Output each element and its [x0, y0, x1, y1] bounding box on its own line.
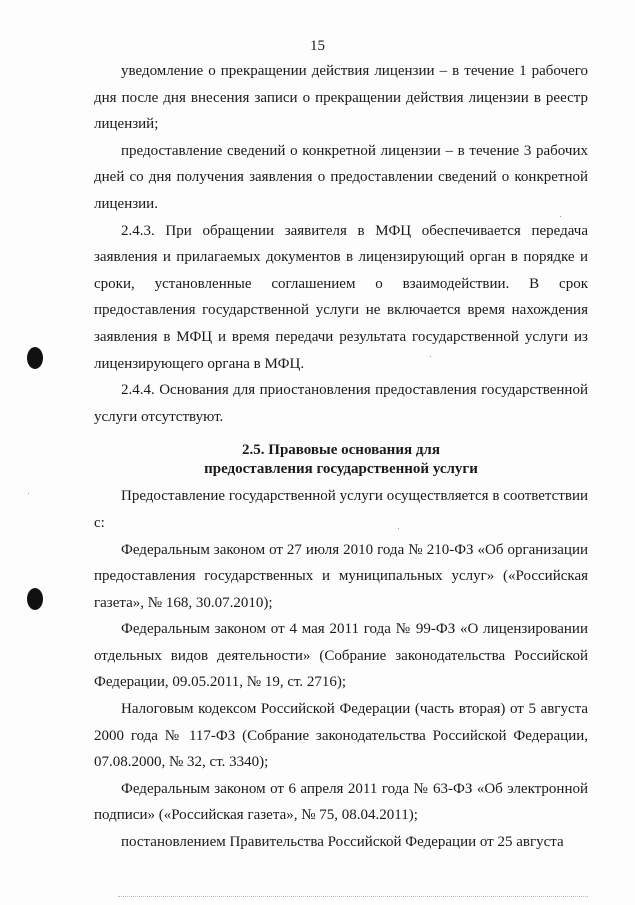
section-heading-line: предоставления государственной услуги: [204, 460, 478, 477]
paragraph: предоставление сведений о конкретной лицензии – в течение 3 рабочих дней со дня получения заявления о предоставлении сведений о конкретной лицензии.: [94, 142, 588, 212]
binder-hole-top: [27, 347, 43, 369]
paragraph: Федеральным законом от 27 июля 2010 года № 210-ФЗ «Об организации предоставления государственных и муниципальных услуг» («Российская газета», № 168, 30.07.2010);: [94, 541, 588, 611]
paragraph: уведомление о прекращении действия лицензии – в течение 1 рабочего дня после дня внесения записи о прекращении действия лицензии в реестр лицензий;: [94, 63, 588, 133]
binder-hole-bottom: [27, 588, 43, 610]
bottom-edge-line: [118, 896, 588, 897]
page-number: 15: [310, 38, 325, 54]
section-heading-line: 2.5. Правовые основания для: [242, 442, 440, 459]
paragraph: 2.4.4. Основания для приостановления предоставления государственной услуги отсутствуют.: [94, 382, 588, 425]
paragraph: постановлением Правительства Российской Федерации от 25 августа: [121, 834, 564, 851]
paragraph: 2.4.3. При обращении заявителя в МФЦ обеспечивается передача заявления и прилагаемых документов в лицензирующий орган в порядке и сроки, установленные соглашением о взаимодействии. В срок предоставления государственной услуги не включается время нахождения заявления в МФЦ и время передачи результата государственной услуги из лицензирующего органа в МФЦ.: [94, 222, 588, 372]
scan-speck: [28, 493, 29, 494]
document-body: [94, 58, 588, 856]
paragraph: Федеральным законом от 4 мая 2011 года № 99-ФЗ «О лицензировании отдельных видов деятельности» (Собрание законодательства Российской Федерации, 09.05.2011, № 19, ст. 2716);: [94, 621, 588, 691]
section-heading: [94, 441, 588, 478]
paragraph: Федеральным законом от 6 апреля 2011 года № 63-ФЗ «Об электронной подписи» («Российская газета», № 75, 08.04.2011);: [94, 780, 588, 824]
paragraph: Налоговым кодексом Российской Федерации (часть вторая) от 5 августа 2000 года № 117-ФЗ (Собрание законодательства Российской Федерации, 07.08.2000, № 32, ст. 3340);: [94, 701, 588, 771]
paragraph: Предоставление государственной услуги осуществляется в соответствии с:: [94, 488, 588, 531]
